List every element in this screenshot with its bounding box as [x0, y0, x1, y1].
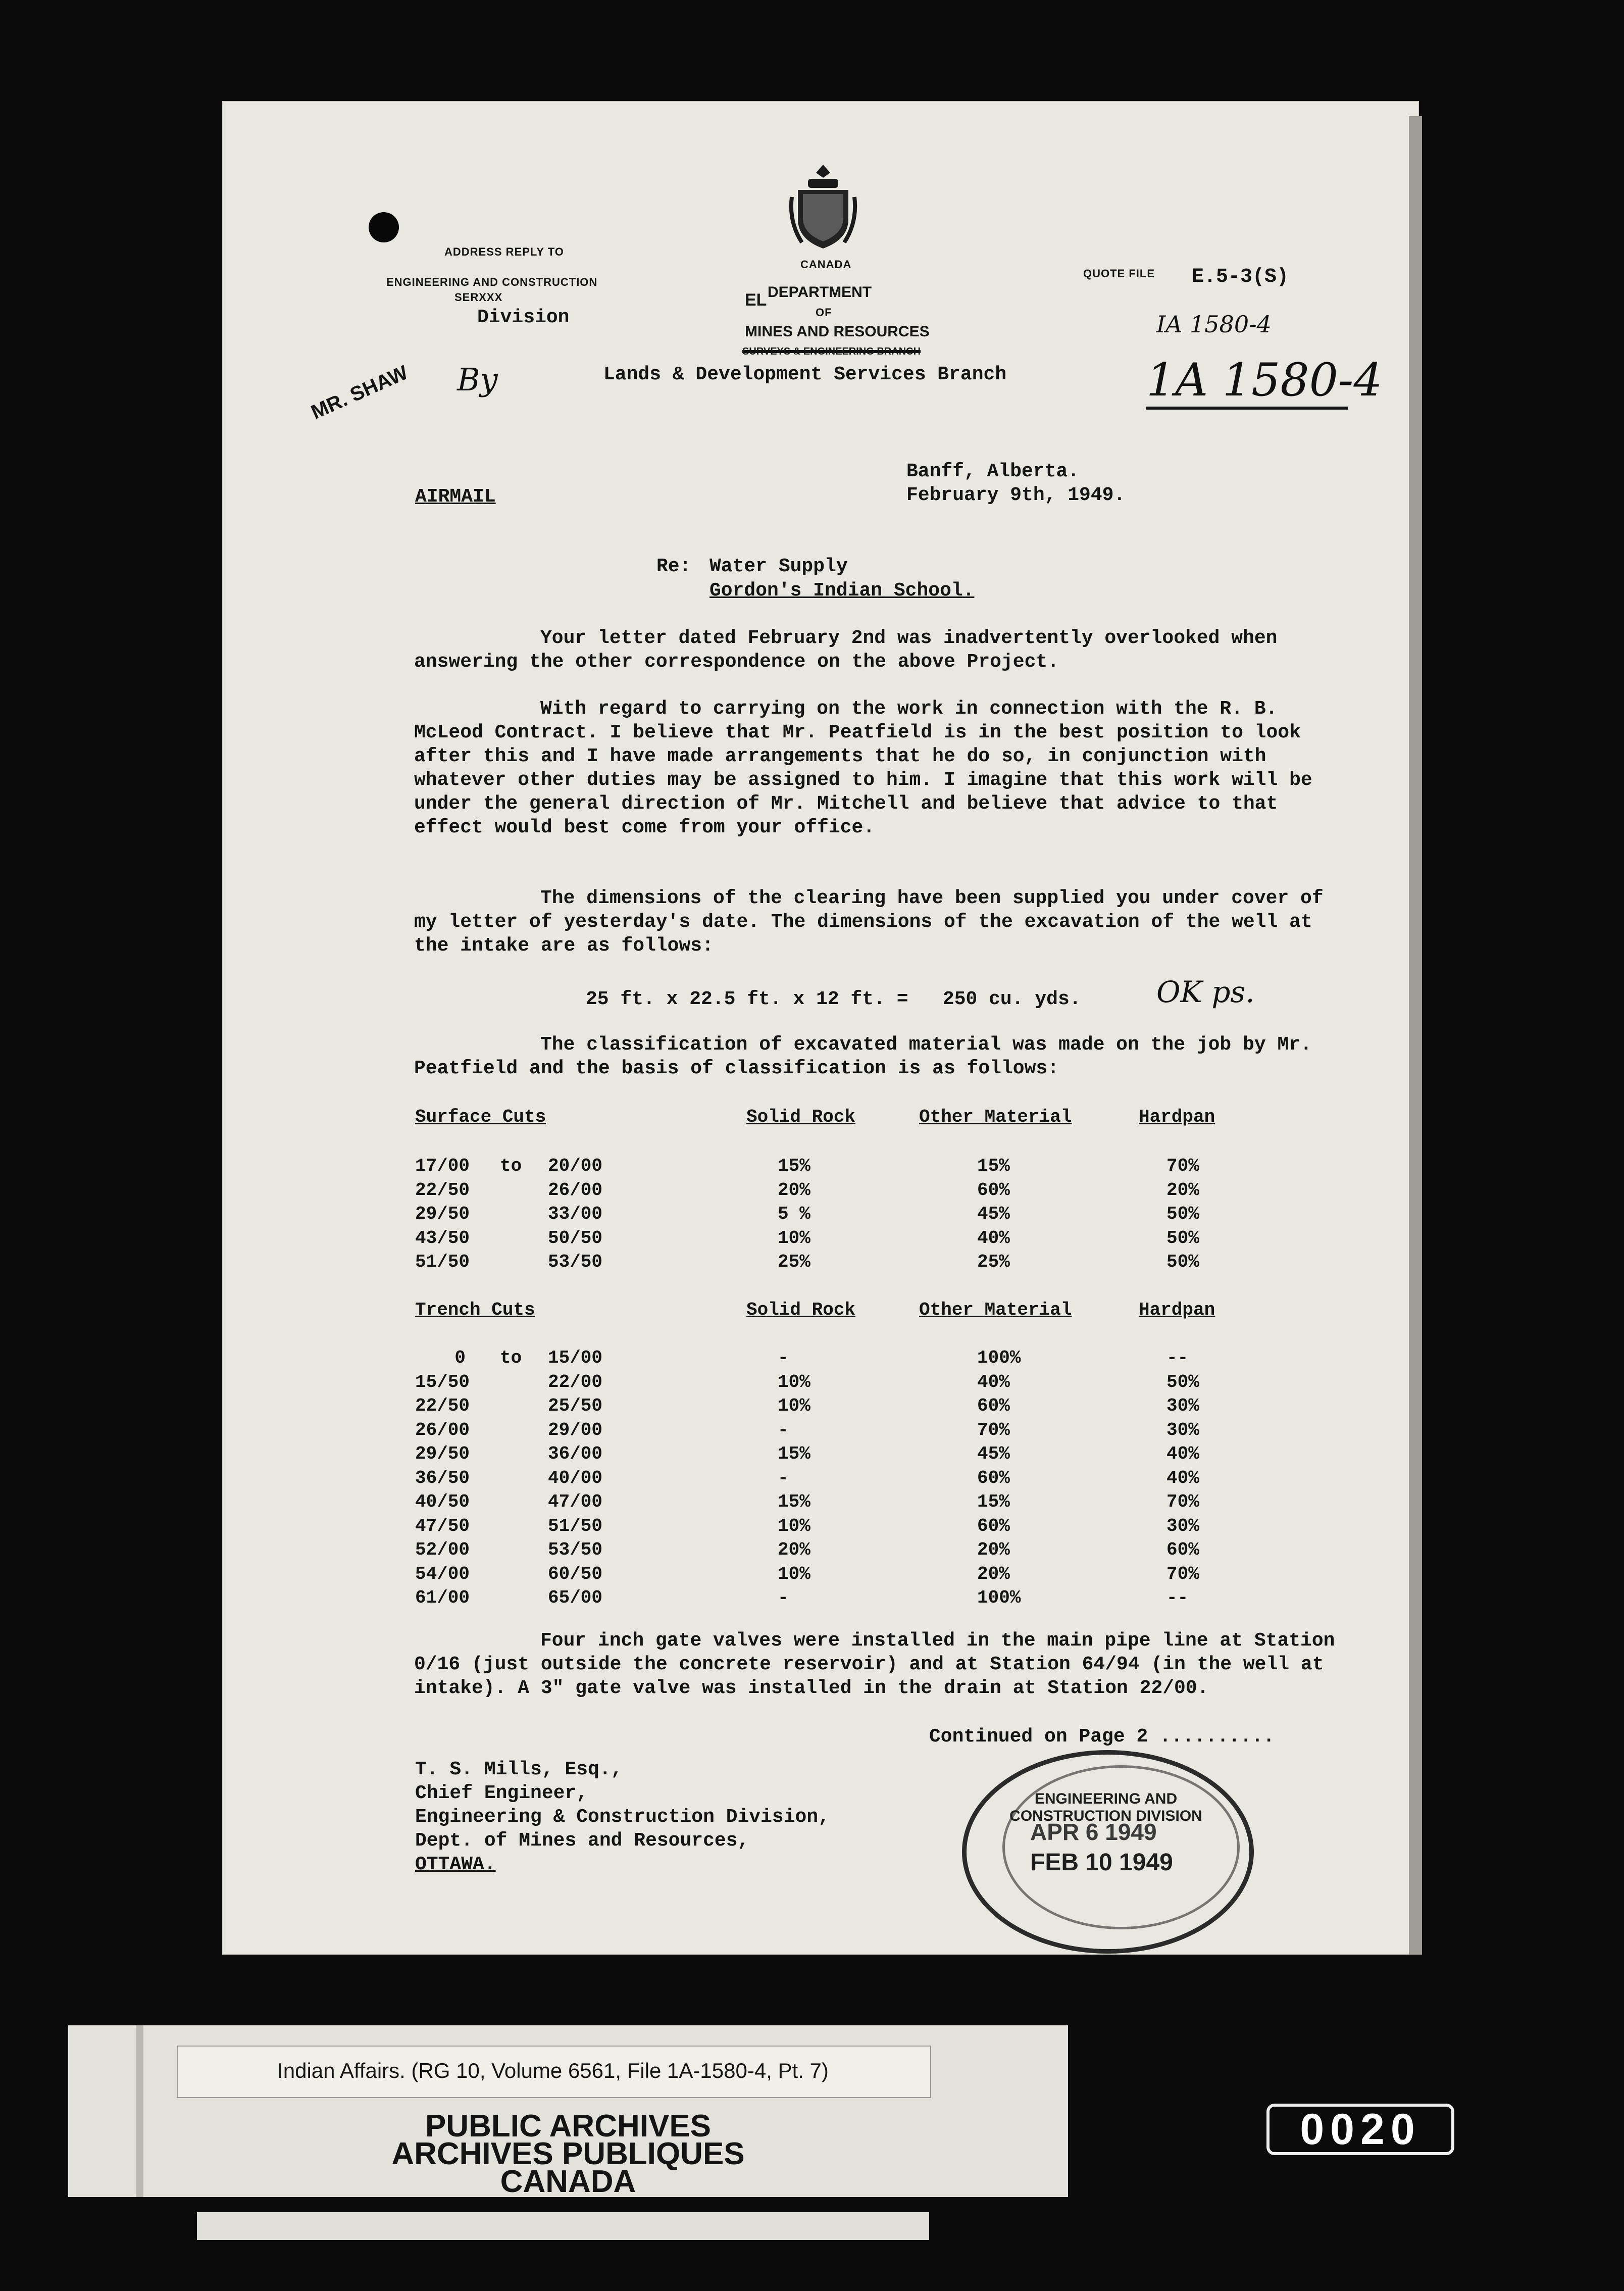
stamp-date-1: APR 6 1949 [1030, 1819, 1157, 1845]
addressee-city: OTTAWA. [415, 1854, 496, 1875]
trench-col-hardpan: Hardpan [1139, 1300, 1215, 1320]
department-label: DEPARTMENT [768, 284, 872, 301]
table-cell-from: 26/00 [415, 1419, 470, 1440]
address-reply-line1: ADDRESS REPLY TO [444, 245, 564, 258]
table-cell-hardpan: 50% [1166, 1227, 1199, 1249]
quote-file-value: E.5-3(S) [1192, 266, 1289, 288]
table-cell-rock: 15% [778, 1443, 810, 1464]
table-cell-rock: - [778, 1419, 789, 1440]
table-cell-hardpan: 50% [1166, 1204, 1199, 1224]
table-cell-to: 15/00 [548, 1348, 603, 1368]
table-cell-hardpan: 70% [1166, 1156, 1199, 1176]
continued-note: Continued on Page 2 .......... [929, 1726, 1275, 1748]
address-reply-line2: ENGINEERING AND CONSTRUCTION [386, 276, 598, 288]
sheet-edge [1409, 116, 1422, 1955]
punch-hole [369, 212, 399, 242]
table-cell-rock: - [778, 1587, 789, 1608]
table-cell-sep: to [500, 1156, 522, 1176]
table-cell-other: 100% [977, 1587, 1021, 1608]
quote-file-label: QUOTE FILE [1083, 267, 1155, 280]
label-bottom-strip [197, 2212, 929, 2240]
table-cell-to: 51/50 [548, 1515, 603, 1536]
table-cell-rock: 10% [778, 1563, 810, 1584]
surface-heading: Surface Cuts [415, 1107, 546, 1127]
archive-reference: Indian Affairs. (RG 10, Volume 6561, File 1A-1580-4, Pt. 7) [277, 2059, 829, 2082]
archives-label-edge [136, 2025, 143, 2197]
trench-col-other: Other Material [919, 1300, 1072, 1320]
file-ref-small: IA 1580-4 [1156, 311, 1272, 338]
table-cell-rock: 5 % [778, 1204, 810, 1224]
table-cell-to: 50/50 [548, 1227, 603, 1249]
table-cell-from: 36/50 [415, 1467, 470, 1488]
table-cell-other: 40% [977, 1227, 1010, 1249]
table-cell-from: 51/50 [415, 1252, 470, 1272]
table-cell-hardpan: 40% [1166, 1443, 1199, 1464]
addressee-title: Chief Engineer, [415, 1782, 588, 1804]
addressee-dept: Dept. of Mines and Resources, [415, 1830, 749, 1852]
trench-heading: Trench Cuts [415, 1300, 535, 1320]
table-cell-from: 54/00 [415, 1563, 470, 1584]
table-cell-other: 45% [977, 1204, 1010, 1224]
table-cell-from: 29/50 [415, 1204, 470, 1224]
coat-of-arms-icon [788, 162, 858, 253]
letter-date: February 9th, 1949. [906, 484, 1126, 506]
table-cell-from: 47/50 [415, 1515, 470, 1536]
table-cell-to: 29/00 [548, 1419, 603, 1440]
table-cell-from: 22/50 [415, 1396, 470, 1416]
struck-branch-line: SURVEYS & ENGINEERING BRANCH [742, 346, 921, 357]
table-cell-other: 60% [977, 1515, 1010, 1536]
table-cell-sep: to [500, 1348, 522, 1368]
table-cell-rock: 10% [778, 1396, 810, 1416]
table-cell-other: 15% [977, 1156, 1010, 1176]
table-cell-to: 25/50 [548, 1396, 603, 1416]
table-cell-other: 20% [977, 1563, 1010, 1584]
table-cell-rock: 10% [778, 1227, 810, 1249]
table-cell-other: 70% [977, 1419, 1010, 1440]
table-cell-hardpan: 50% [1166, 1252, 1199, 1272]
file-ref-large: 1A 1580-4 [1146, 354, 1383, 407]
table-cell-rock: 10% [778, 1515, 810, 1536]
table-cell-rock: - [778, 1348, 789, 1368]
table-cell-hardpan: 30% [1166, 1515, 1199, 1536]
table-cell-hardpan: 70% [1166, 1491, 1199, 1512]
table-cell-other: 40% [977, 1371, 1010, 1392]
table-cell-from: 22/50 [415, 1179, 470, 1201]
table-cell-hardpan: 30% [1166, 1419, 1199, 1440]
table-cell-rock: 25% [778, 1252, 810, 1272]
table-cell-other: 45% [977, 1443, 1010, 1464]
table-cell-other: 60% [977, 1179, 1010, 1201]
paragraph-3: The dimensions of the clearing have been supplied you under cover of my letter of yesterday's date. The dimensions of the excavation of the well at the intake are as follows: [414, 887, 1324, 957]
trench-col-rock: Solid Rock [746, 1300, 856, 1320]
table-cell-rock: 15% [778, 1491, 810, 1512]
airmail-label: AIRMAIL [415, 486, 496, 508]
paragraph-4: The classification of excavated material was made on the job by Mr. Peatfield and the basis of classification is as follows: [414, 1034, 1312, 1079]
table-cell-hardpan: -- [1166, 1348, 1189, 1368]
shaw-stamp: MR. SHAW [308, 361, 412, 424]
table-cell-from: 43/50 [415, 1227, 470, 1249]
table-cell-rock: 15% [778, 1156, 810, 1176]
file-ref-underline [1146, 407, 1348, 410]
branch-name: Lands & Development Services Branch [603, 364, 1007, 385]
excavation-formula: 25 ft. x 22.5 ft. x 12 ft. = 250 cu. yds. [586, 988, 1081, 1010]
paragraph-2: With regard to carrying on the work in connection with the R. B. McLeod Contract. I believe that Mr. Peatfield is in the best position to look after this and I have made arrangements that he do so, in conjunction with whatever other duties may be assigned to him. I imagine that this work will be under the general direction of Mr. Mitchell and believe that advice to that effect would best come from your office. [414, 698, 1312, 838]
table-cell-hardpan: -- [1166, 1587, 1189, 1608]
table-cell-to: 33/00 [548, 1204, 603, 1224]
table-cell-hardpan: 40% [1166, 1467, 1199, 1488]
addressee-division: Engineering & Construction Division, [415, 1806, 830, 1828]
table-cell-to: 26/00 [548, 1179, 603, 1201]
table-cell-from: 52/00 [415, 1539, 470, 1560]
paragraph-1: Your letter dated February 2nd was inadvertently overlooked when answering the other correspondence on the above Project. [414, 627, 1278, 673]
re-line2: Gordon's Indian School. [709, 580, 975, 602]
table-cell-other: 15% [977, 1491, 1010, 1512]
table-cell-other: 60% [977, 1396, 1010, 1416]
table-cell-to: 60/50 [548, 1563, 603, 1584]
surface-col-hardpan: Hardpan [1139, 1107, 1215, 1127]
table-cell-to: 36/00 [548, 1443, 603, 1464]
letter-place: Banff, Alberta. [906, 461, 1080, 482]
archive-line-2: ARCHIVES PUBLIQUES [391, 2136, 745, 2171]
table-cell-rock: 10% [778, 1371, 810, 1392]
table-cell-to: 53/50 [548, 1252, 603, 1272]
re-label: Re: [656, 556, 691, 577]
archive-line-3: CANADA [500, 2164, 636, 2199]
table-cell-other: 25% [977, 1252, 1010, 1272]
table-cell-from: 0 [454, 1348, 466, 1368]
by-mark: By [457, 361, 498, 398]
stamp-date-2: FEB 10 1949 [1030, 1849, 1173, 1876]
table-cell-hardpan: 70% [1166, 1563, 1199, 1584]
table-cell-from: 40/50 [415, 1491, 470, 1512]
re-line1: Water Supply [709, 556, 848, 577]
surface-col-rock: Solid Rock [746, 1107, 856, 1127]
table-cell-to: 65/00 [548, 1587, 603, 1608]
department-prefix: EL [745, 290, 767, 310]
table-cell-to: 20/00 [548, 1156, 603, 1176]
table-cell-other: 20% [977, 1539, 1010, 1560]
table-cell-rock: 20% [778, 1179, 810, 1201]
address-reply-division: Division [477, 307, 570, 328]
country-label: CANADA [800, 258, 852, 271]
surface-col-other: Other Material [919, 1107, 1072, 1127]
table-cell-hardpan: 50% [1166, 1371, 1199, 1392]
table-cell-to: 53/50 [548, 1539, 603, 1560]
department-of: OF [816, 306, 832, 319]
table-cell-rock: 20% [778, 1539, 810, 1560]
table-cell-from: 17/00 [415, 1156, 470, 1176]
table-cell-hardpan: 20% [1166, 1179, 1199, 1201]
table-cell-from: 61/00 [415, 1587, 470, 1608]
table-cell-from: 29/50 [415, 1443, 470, 1464]
addressee-name: T. S. Mills, Esq., [415, 1759, 623, 1780]
ok-mark: OK ps. [1156, 975, 1255, 1009]
address-reply-line3: SERXXX [454, 291, 503, 304]
table-cell-hardpan: 30% [1166, 1396, 1199, 1416]
table-cell-other: 100% [977, 1348, 1021, 1368]
table-cell-rock: - [778, 1467, 789, 1488]
ministry-name: MINES AND RESOURCES [745, 323, 930, 340]
table-cell-other: 60% [977, 1467, 1010, 1488]
table-cell-to: 22/00 [548, 1371, 603, 1392]
archive-line-1: PUBLIC ARCHIVES [425, 2109, 712, 2144]
stamp-ring-text: ENGINEERING AND CONSTRUCTION DIVISION [1009, 1790, 1202, 1824]
paragraph-5: Four inch gate valves were installed in the main pipe line at Station 0/16 (just outside the concrete reservoir) and at Station 64/94 (in the well at intake). A 3" gate valve was installed in the drain at Station 22/00. [414, 1630, 1335, 1699]
table-cell-to: 40/00 [548, 1467, 603, 1488]
frame-number: 0020 [1266, 2104, 1454, 2155]
table-cell-from: 15/50 [415, 1371, 470, 1392]
table-cell-hardpan: 60% [1166, 1539, 1199, 1560]
table-cell-to: 47/00 [548, 1491, 603, 1512]
